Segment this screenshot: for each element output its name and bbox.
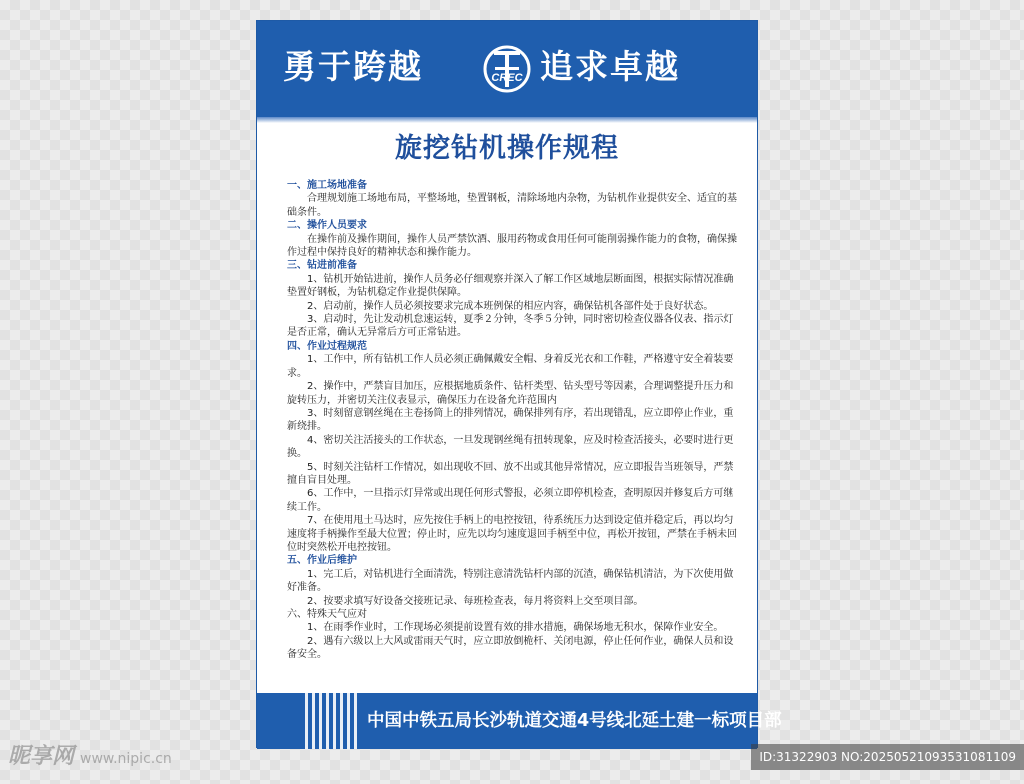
watermark-url: www.nipic.cn (80, 751, 172, 767)
crec-logo-icon (481, 43, 533, 95)
section-paragraph: 5、时刻关注钻杆工作情况，如出现收不回、放不出或其他异常情况，应立即报告当班领导，严禁擅自盲目处理。 (287, 461, 734, 486)
footer-org-name: 中国中铁五局长沙轨道交通4号线北延土建一标项目部 (367, 711, 782, 731)
section-paragraph: 6、工作中，一旦指示灯异常或出现任何形式警报，必须立即停机检查，查明原因并修复后方可继续工作。 (287, 488, 734, 513)
footer-stripes (305, 693, 359, 749)
image-id-label: ID:31322903 NO:20250521093531081109 (751, 744, 1024, 770)
regulation-content (287, 179, 737, 662)
poster-header (257, 21, 757, 117)
section-heading: 二、操作人员要求 (287, 220, 367, 232)
section-paragraph: 2、操作中，严禁盲目加压，应根据地质条件、钻杆类型、钻头型号等因素，合理调整提升压力和旋转压力，并密切关注仪表显示，确保压力在设备允许范围内 (287, 381, 734, 406)
section-paragraph: 2、遇有六级以上大风或雷雨天气时，应立即放倒桅杆、关闭电源，停止任何作业，确保人员和设备安全。 (287, 635, 734, 661)
page-title: 旋挖钻机操作规程 (395, 133, 619, 164)
site-watermark (8, 742, 172, 774)
slogan-right: 追求卓越 (540, 47, 680, 86)
section-heading: 五、作业后维护 (287, 555, 357, 567)
section-paragraph: 1、钻机开始钻进前，操作人员务必仔细观察并深入了解工作区域地层断面图，根据实际情况准确垫置好钢板，为钻机稳定作业提供保障。 (287, 273, 734, 299)
section-paragraph: 4、密切关注活接头的工作状态，一旦发现钢丝绳有扭转现象，应及时检查活接头，必要时进行更换。 (287, 434, 734, 460)
section-paragraph: 2、按要求填写好设备交接班记录、每班检查表，每月将资料上交至项目部。 (307, 595, 644, 607)
section-paragraph: 在操作前及操作期间，操作人员严禁饮酒、服用药物或食用任何可能削弱操作能力的食物，确保操作过程中保持良好的精神状态和操作能力。 (287, 233, 737, 259)
section-paragraph: 2、启动前，操作人员必须按要求完成本班例保的相应内容，确保钻机各部件处于良好状态。 (307, 300, 714, 312)
section-paragraph: 3、启动时，先让发动机怠速运转，夏季２分钟，冬季５分钟，同时密切检查仪器各仪表、指示灯是否正常，确认无异常后方可正常钻进。 (287, 314, 734, 339)
section-paragraph: 1、在雨季作业时，工作现场必须提前设置有效的排水措施，确保场地无积水，保障作业安全。 (307, 622, 724, 634)
section-paragraph: 1、完工后，对钻机进行全面清洗，特别注意清洗钻杆内部的沉渣，确保钻机清洁，为下次使用做好准备。 (287, 568, 734, 594)
section-heading: 四、作业过程规范 (287, 340, 367, 352)
section-heading: 六、特殊天气应对 (287, 609, 367, 620)
poster-footer (257, 693, 782, 749)
watermark-site-name: 昵享网 (8, 744, 75, 769)
section-paragraph: 1、工作中，所有钻机工作人员必须正确佩戴安全帽、身着反光衣和工作鞋，严格遵守安全着装要求。 (287, 354, 734, 379)
safety-poster (256, 20, 782, 748)
section-heading: 三、钻进前准备 (287, 260, 357, 272)
slogan-left: 勇于跨越 (283, 47, 423, 86)
section-heading: 一、施工场地准备 (287, 180, 367, 191)
svg-text:CREC: CREC (491, 72, 523, 84)
section-paragraph: 合理规划施工场地布局，平整场地，垫置钢板，清除场地内杂物，为钻机作业提供安全、适宜的基础条件。 (287, 193, 737, 218)
section-paragraph: 3、时刻留意钢丝绳在主卷扬筒上的排列情况，确保排列有序，若出现错乱，应立即停止作业，重新绕排。 (287, 407, 734, 433)
section-paragraph: 7、在使用甩土马达时，应先按住手柄上的电控按钮，待系统压力达到设定值并稳定后，再以均匀速度将手柄操作至最大位置；停止时，应先以均匀速度退回手柄至中位，再松开按钮，严禁在手柄未回位时突然松开电控按钮。 (287, 515, 737, 553)
header-divider (257, 117, 757, 123)
